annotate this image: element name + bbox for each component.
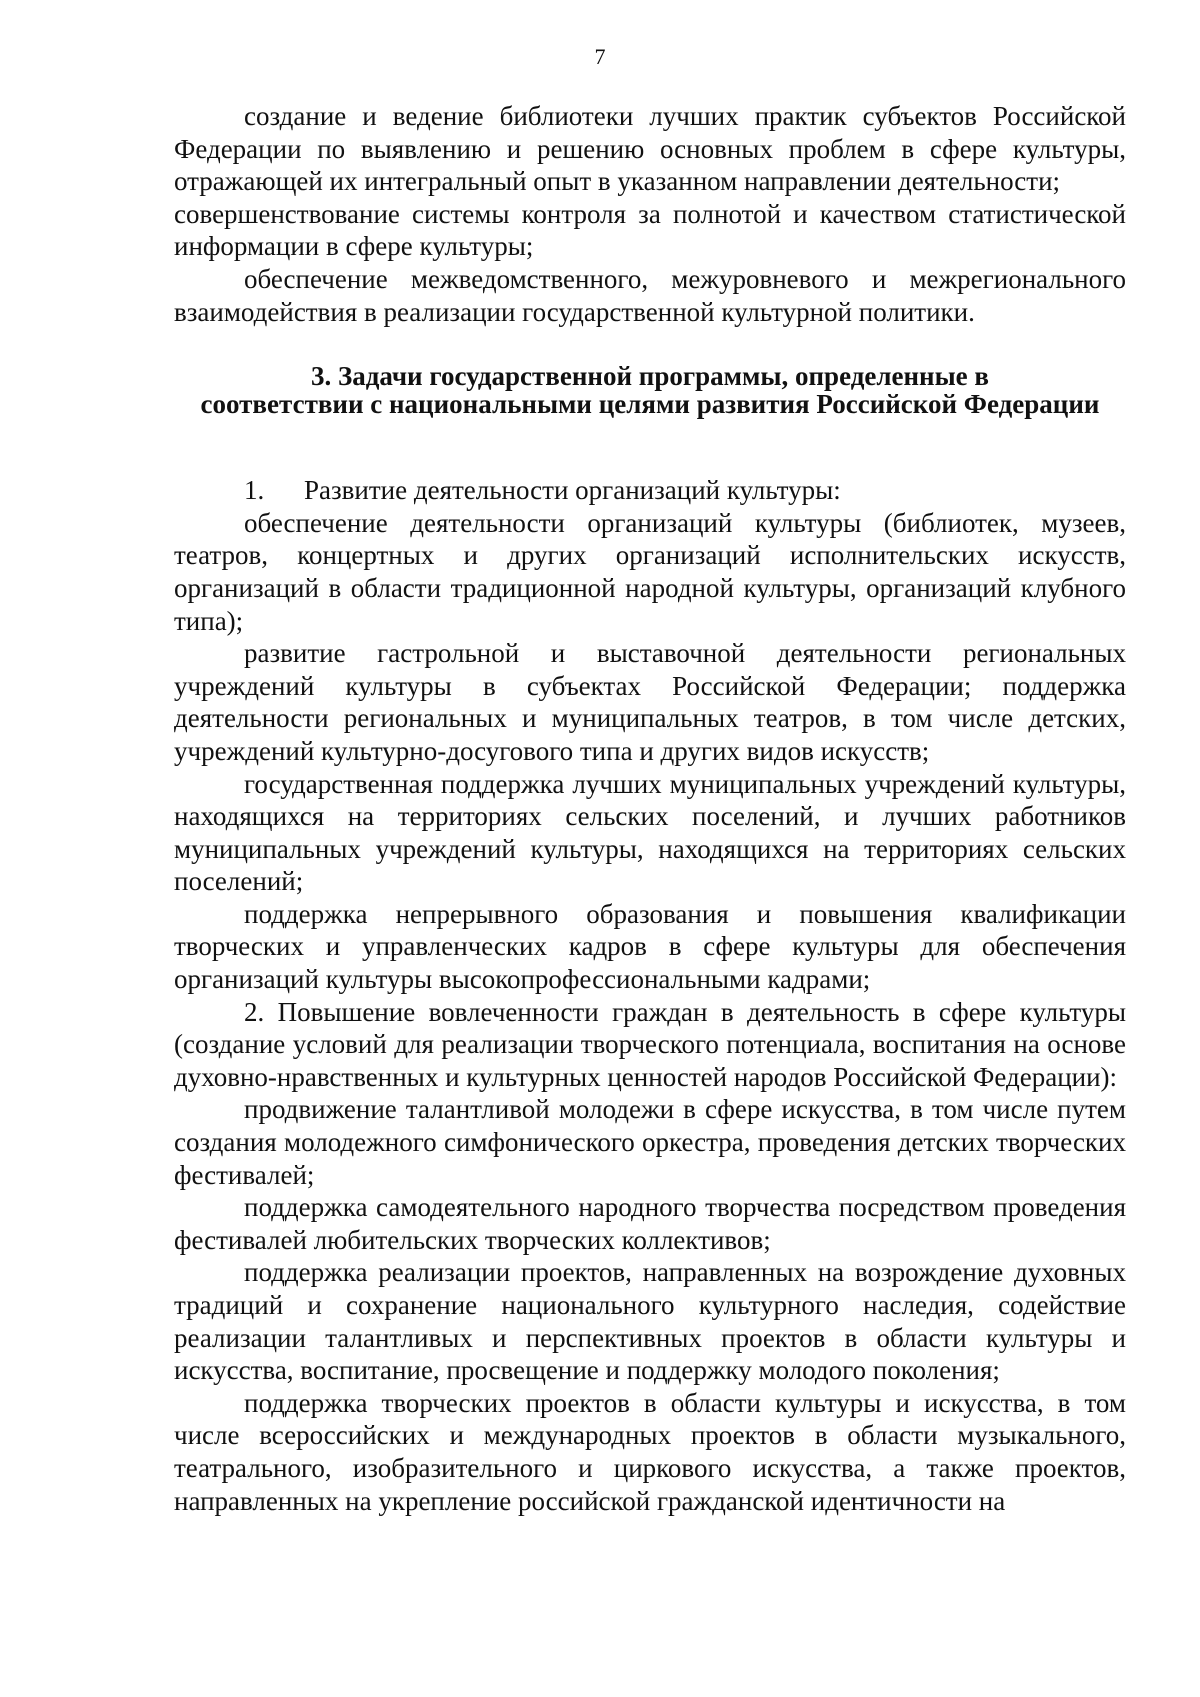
section-heading: [174, 362, 1126, 418]
task-1-item: обеспечение деятельности организаций культуры (библиотек, музеев, театров, концертных и других организаций исполнительских искусств, организаций в области традиционной народной культуры, организаций клубного типа);: [174, 507, 1126, 636]
task-2-item: поддержка реализации проектов, направленных на возрождение духовных традиций и сохранение национального культурного наследия, содействие реализации талантливых и перспективных проектов в области культуры и искусства, воспитание, просвещение и поддержку молодого поколения;: [174, 1257, 1126, 1386]
intro-paragraph: создание и ведение библиотеки лучших практик субъектов Российской Федерации по выявлению и решению основных проблем в сфере культуры, отражающей их интегральный опыт в указанном направлении деятельности;: [174, 101, 1126, 197]
task-1-number: 1.: [244, 475, 265, 506]
intro-paragraph: совершенствование системы контроля за полнотой и качеством статистической информации в сфере культуры;: [174, 198, 1126, 262]
page-content: [174, 100, 1126, 1517]
task-1-item: государственная поддержка лучших муниципальных учреждений культуры, находящихся на территориях сельских поселений, и лучших работников муниципальных учреждений культуры, находящихся на территориях сельских поселений;: [174, 768, 1126, 897]
task-1-item: поддержка непрерывного образования и повышения квалификации творческих и управленческих кадров в сфере культуры для обеспечения организаций культуры высокопрофессиональными кадрами;: [174, 898, 1126, 995]
task-1-item: развитие гастрольной и выставочной деятельности региональных учреждений культуры в субъектах Российской Федерации; поддержка деятельности региональных и муниципальных театров, в том числе детских, учреждений культурно-досугового типа и других видов искусств;: [174, 638, 1126, 766]
task-2-item: поддержка творческих проектов в области культуры и искусства, в том числе всероссийских и международных проектов в области музыкального, театрального, изобразительного и циркового искусства, а также проектов, направленных на укрепление российской гражданской идентичности на: [174, 1387, 1126, 1516]
page-number: 7: [594, 44, 606, 69]
task-1-title: [174, 474, 1126, 507]
section-heading-line: соответствии с национальными целями развития Российской Федерации: [200, 389, 1100, 420]
intro-paragraph: обеспечение межведомственного, межуровневого и межрегионального взаимодействия в реализации государственной культурной политики.: [174, 263, 1126, 327]
section-heading-line: 3. Задачи государственной программы, определенные в: [311, 361, 989, 392]
task-2-title: 2. Повышение вовлеченности граждан в деятельность в сфере культуры (создание условий для реализации творческого потенциала, воспитания на основе духовно-нравственных и культурных ценностей народов Российской Федерации):: [174, 996, 1126, 1092]
task-2-item: поддержка самодеятельного народного творчества посредством проведения фестивалей любительских творческих коллективов;: [174, 1192, 1126, 1255]
task-2-item: продвижение талантливой молодежи в сфере искусства, в том числе путем создания молодежного симфонического оркестра, проведения детских творческих фестивалей;: [174, 1094, 1126, 1190]
task-1-title-text: Развитие деятельности организаций культуры:: [304, 475, 841, 506]
